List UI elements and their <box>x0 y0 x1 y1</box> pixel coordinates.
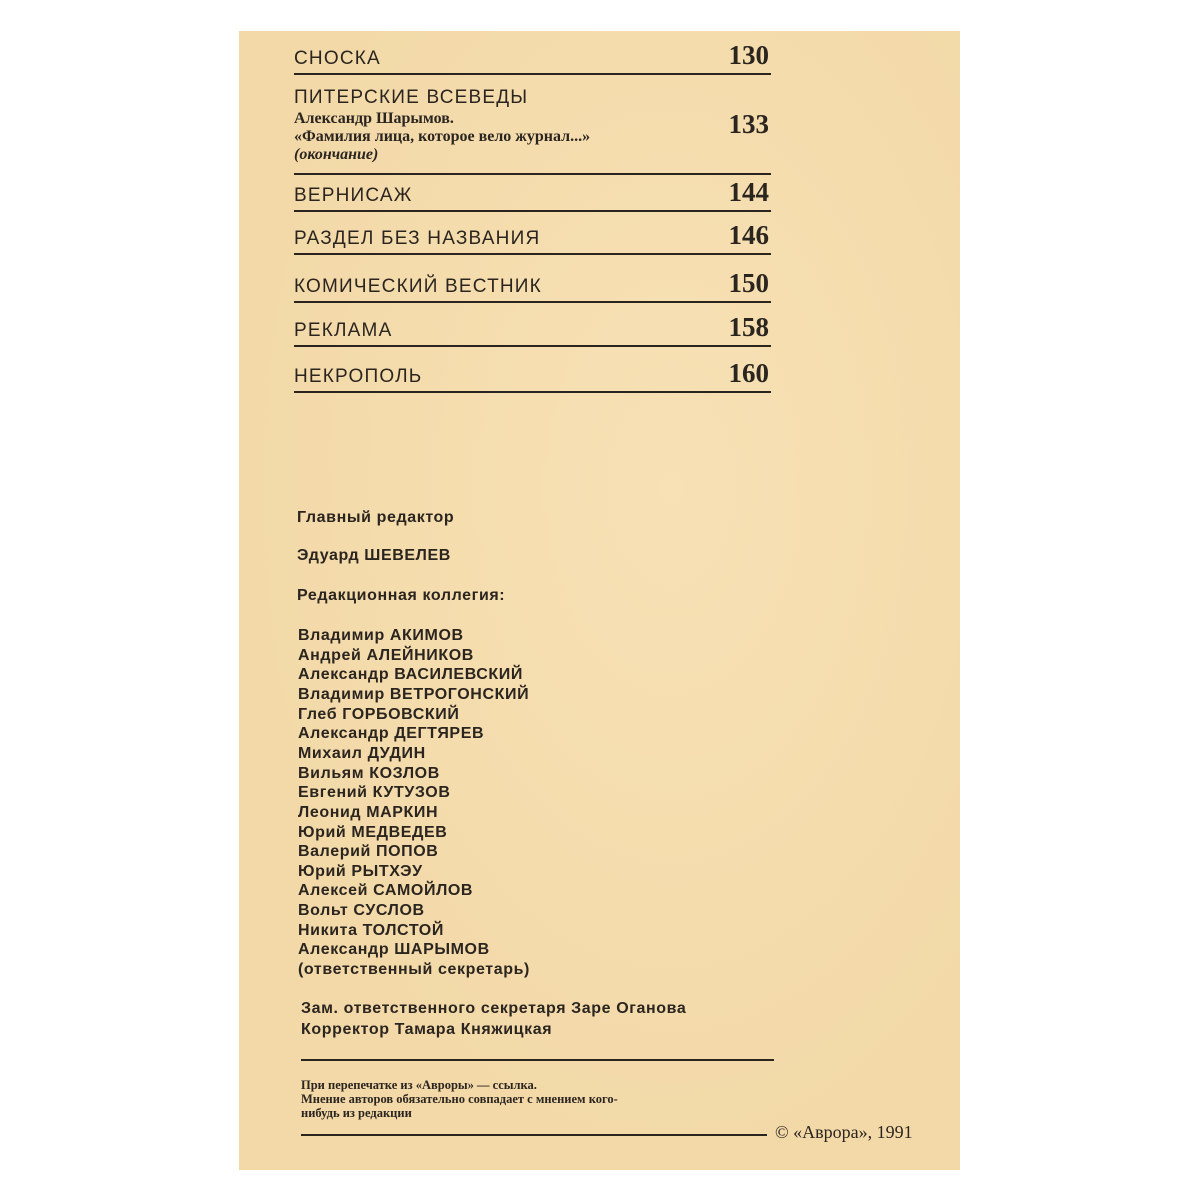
toc-entry <box>294 305 771 347</box>
toc-entry-title: ПИТЕРСКИЕ ВСЕВЕДЫ <box>294 87 529 108</box>
board-member: Глеб ГОРБОВСКИЙ <box>298 706 460 723</box>
footnote-line: Мнение авторов обязательно совпадает с мнением кого- <box>301 1092 618 1106</box>
board-member: Леонид МАРКИН <box>298 804 439 821</box>
toc-entry <box>294 213 771 255</box>
board-member: Никита ТОЛСТОЙ <box>298 922 444 939</box>
board-member-role: (ответственный секретарь) <box>298 961 530 978</box>
toc-entry-author: Александр Шарымов. <box>294 110 454 127</box>
toc-entry-page: 133 <box>728 109 769 139</box>
board-member: Алексей САМОЙЛОВ <box>298 882 474 899</box>
toc-entry-page: 158 <box>728 312 769 342</box>
toc-entry-title: РАЗДЕЛ БЕЗ НАЗВАНИЯ <box>294 228 541 249</box>
toc-entry-page: 130 <box>728 40 769 70</box>
footnote-line: При перепечатке из «Авроры» — ссылка. <box>301 1078 537 1092</box>
toc-entry <box>294 261 771 303</box>
board-member: Михаил ДУДИН <box>298 745 426 762</box>
board-member: Юрий РЫТХЭУ <box>298 863 423 880</box>
footnote <box>301 1078 618 1120</box>
board-member: Владимир АКИМОВ <box>298 627 464 644</box>
toc-entry-title: СНОСКА <box>294 48 381 69</box>
magazine-page <box>239 31 960 1170</box>
editor-name: Эдуард ШЕВЕЛЕВ <box>297 547 451 564</box>
staff-line: Корректор Тамара Княжицкая <box>301 1021 553 1038</box>
copyright: © «Аврора», 1991 <box>775 1122 913 1142</box>
toc-entry <box>294 173 771 212</box>
board-member: Евгений КУТУЗОВ <box>298 784 451 801</box>
footnote-line: нибудь из редакции <box>301 1106 412 1120</box>
divider <box>301 1134 767 1136</box>
toc-entry <box>294 87 771 175</box>
board-member: Вильям КОЗЛОВ <box>298 765 440 782</box>
board-member: Александр ШАРЫМОВ <box>298 941 490 958</box>
toc-entry-page: 146 <box>728 220 769 250</box>
board-member: Юрий МЕДВЕДЕВ <box>298 824 448 841</box>
board-member: Андрей АЛЕЙНИКОВ <box>298 647 474 664</box>
toc-entry-work: «Фамилия лица, которое вело журнал...» <box>294 128 591 145</box>
toc-entry <box>294 41 771 75</box>
editor-label: Главный редактор <box>297 509 455 526</box>
board-member: Владимир ВЕТРОГОНСКИЙ <box>298 686 530 703</box>
toc-entry-title: РЕКЛАМА <box>294 320 393 341</box>
staff-line: Зам. ответственного секретаря Заре Оганова <box>301 1000 687 1017</box>
toc-entry-title: КОМИЧЕСКИЙ ВЕСТНИК <box>294 276 542 297</box>
board-member: Вольт СУСЛОВ <box>298 902 425 919</box>
toc-entry-page: 160 <box>728 358 769 388</box>
toc-entry-title: НЕКРОПОЛЬ <box>294 366 423 387</box>
toc-entry-note: (окончание) <box>294 146 379 163</box>
board-member: Валерий ПОПОВ <box>298 843 439 860</box>
divider <box>301 1059 774 1061</box>
board-label: Редакционная коллегия: <box>297 587 506 604</box>
toc-entry-title: ВЕРНИСАЖ <box>294 185 413 206</box>
toc-entry-page: 150 <box>728 268 769 298</box>
board-member: Александр ДЕГТЯРЕВ <box>298 725 485 742</box>
toc-entry-page: 144 <box>728 177 769 207</box>
board-member: Александр ВАСИЛЕВСКИЙ <box>298 666 523 683</box>
toc-entry <box>294 349 771 393</box>
